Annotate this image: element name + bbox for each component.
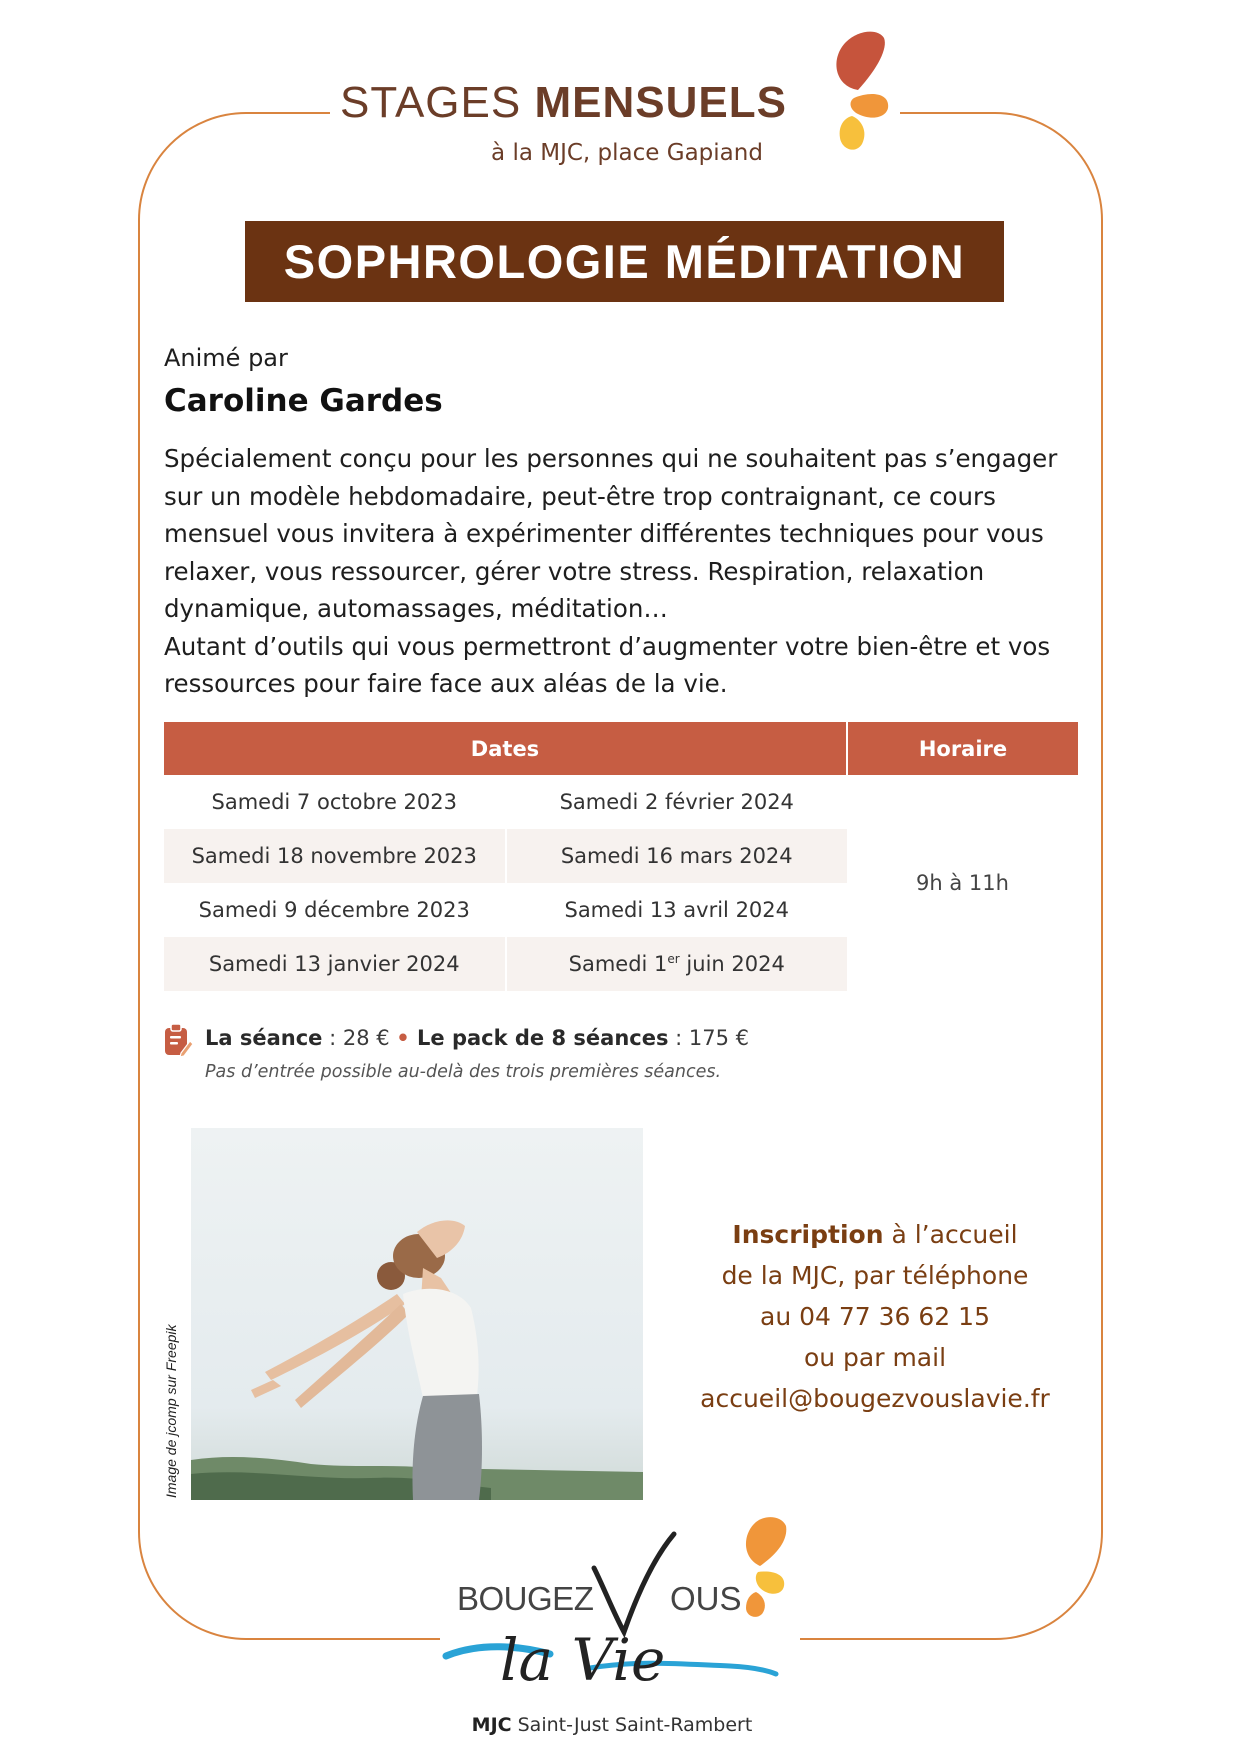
header-time: Horaire [847, 722, 1078, 775]
clipboard-icon [163, 1023, 193, 1057]
butterfly-icon [828, 28, 890, 156]
logo-word-bougez: BOUGEZ [457, 1580, 594, 1617]
logo-butterfly-icon [736, 1512, 792, 1622]
logo-footer: MJC Saint-Just Saint-Rambert [471, 1714, 753, 1736]
email-address: accueil@bougezvouslavie.fr [700, 1384, 1050, 1413]
schedule-table [164, 722, 1078, 991]
time-cell: 9h à 11h [916, 871, 1009, 895]
date-cell: Samedi 18 novembre 2023 [164, 829, 506, 883]
price-line: La séance : 28 € • Le pack de 8 séances : 175 € [205, 1026, 750, 1050]
logo-la-vie-graphic [440, 1620, 780, 1700]
header-dates: Dates [164, 722, 847, 775]
registration-line-1: Inscription à l’accueil [732, 1220, 1018, 1249]
photo-credit: Image de jcomp sur Freepik [163, 1324, 179, 1498]
meditation-photo [191, 1128, 643, 1500]
header-title: STAGES MENSUELS [340, 78, 787, 127]
svg-text:la Vie: la Vie [500, 1626, 666, 1694]
price-note: Pas d’entrée possible au-delà des trois premières séances. [205, 1062, 722, 1082]
date-cell: Samedi 9 décembre 2023 [198, 898, 470, 922]
course-description [164, 440, 1094, 703]
date-cell: Samedi 13 janvier 2024 [164, 937, 506, 991]
instructor-name: Caroline Gardes [164, 383, 443, 419]
date-cell: Samedi 2 février 2024 [506, 775, 848, 829]
registration-line-2: de la MJC, par téléphone [721, 1261, 1029, 1290]
phone-number: au 04 77 36 62 15 [760, 1302, 990, 1331]
course-title-banner: SOPHROLOGIE MÉDITATION [245, 221, 1004, 302]
header-subtitle: à la MJC, place Gapiand [491, 140, 763, 166]
registration-line-4: ou par mail [803, 1343, 947, 1372]
date-cell: Samedi 13 avril 2024 [506, 883, 848, 937]
description-paragraph-2: Autant d’outils qui vous permettront d’augmenter votre bien-être et vos ressources pour faire face aux aléas de la vie. [164, 631, 1051, 698]
date-cell: Samedi 7 octobre 2023 [211, 790, 457, 814]
date-cell: Samedi 16 mars 2024 [506, 829, 848, 883]
date-cell: Samedi 1er juin 2024 [506, 937, 848, 991]
instructor-intro: Animé par [164, 344, 288, 372]
registration-info [650, 1214, 1100, 1419]
description-paragraph-1: Spécialement conçu pour les personnes qui ne souhaitent pas s’engager sur un modèle hebdomadaire, peut-être trop contraignant, ce cours mensuel vous invitera à expérimenter différentes techniques pour vous relaxer, vous ressourcer, gérer votre stress. Respiration, relaxation dynamique, automassages, méditation… [164, 444, 1058, 623]
logo-word-ous: OUS [670, 1580, 742, 1617]
table-row [164, 775, 1078, 829]
